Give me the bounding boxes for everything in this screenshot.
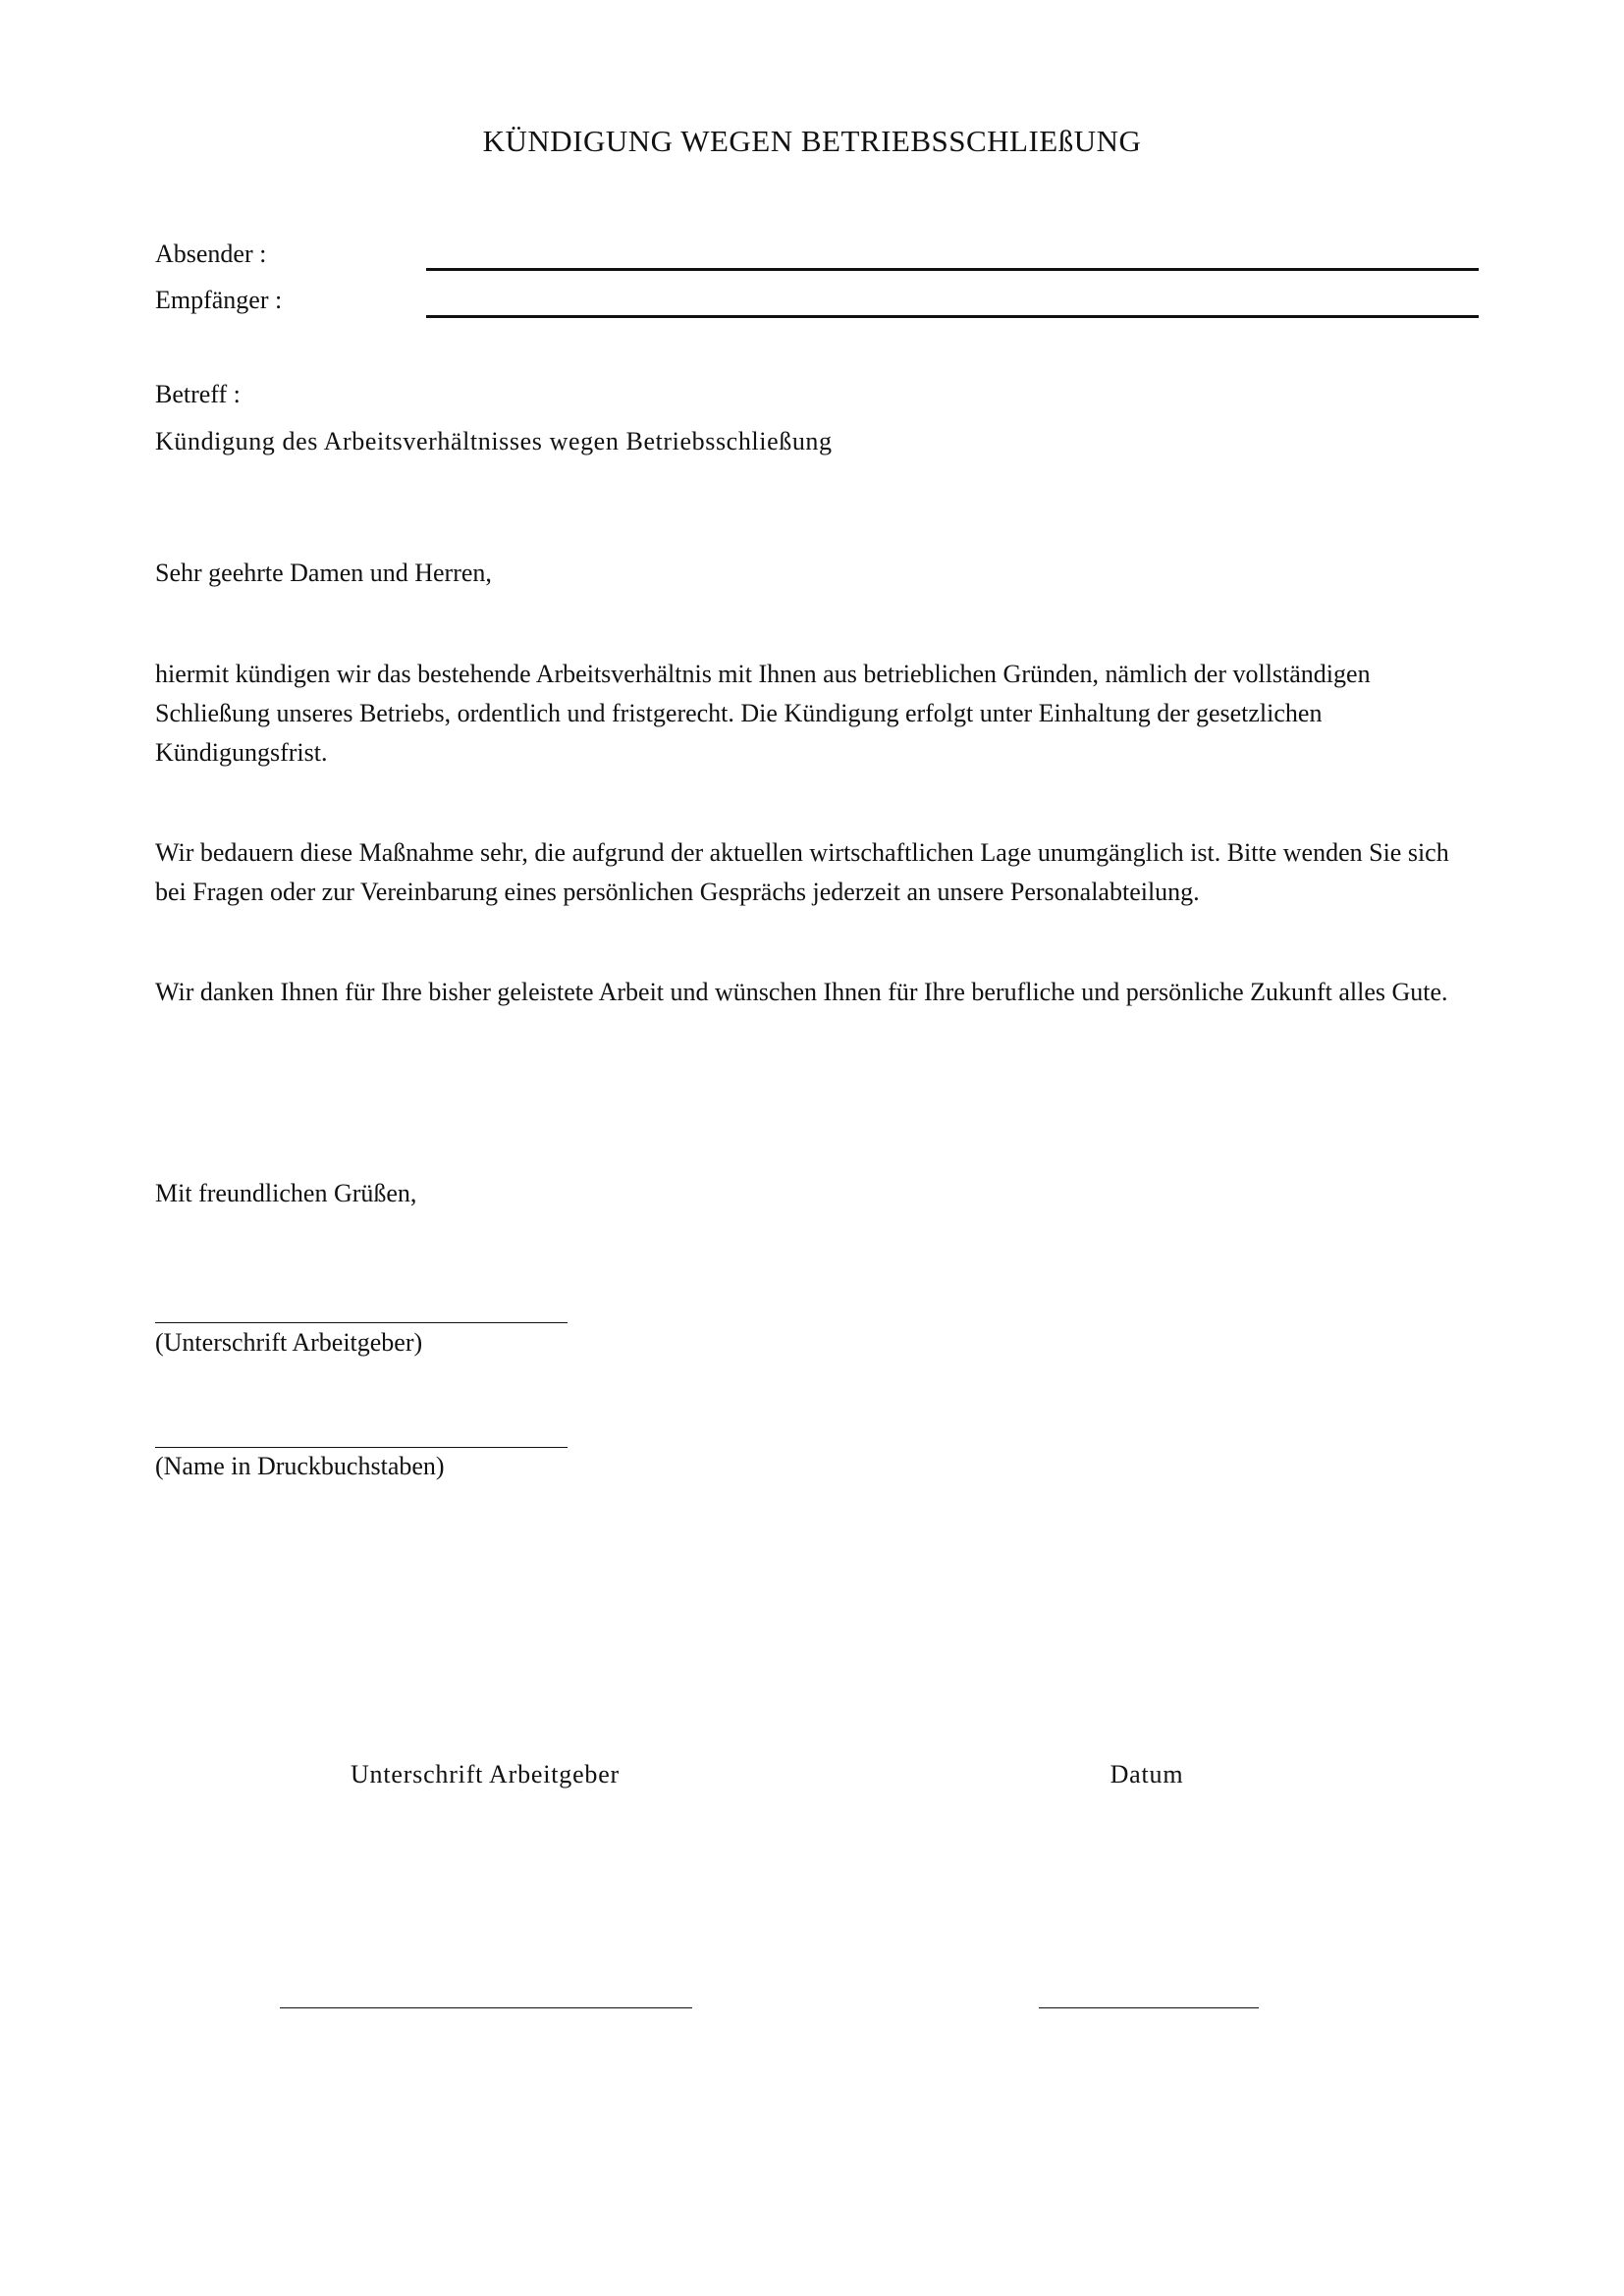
recipient-label: Empfänger : (155, 286, 283, 314)
name-caption: (Name in Druckbuchstaben) (155, 1452, 445, 1480)
body-paragraph-2: Wir bedauern diese Maßnahme sehr, die aufgrund der aktuellen wirtschaftlichen Lage unumgänglich ist. Bitte wenden Sie sich bei Fragen oder zur Vereinbarung eines persönlichen Gesprächs jederzeit an unsere Personalabteilung. (155, 838, 1449, 906)
body-paragraph-1: hiermit kündigen wir das bestehende Arbeitsverhältnis mit Ihnen aus betrieblichen Gründen, nämlich der vollständigen Schließung unseres Betriebs, ordentlich und fristgerecht. Die Kündigung erfolgt unter Einhaltung der gesetzlichen Kündigungsfrist. (155, 660, 1371, 767)
document-title: KÜNDIGUNG WEGEN BETRIEBSSCHLIEßUNG (482, 124, 1142, 158)
salutation: Sehr geehrte Damen und Herren, (155, 559, 492, 587)
subject-label: Betreff : (155, 380, 241, 408)
name-line[interactable] (155, 1447, 568, 1448)
signature-line[interactable] (155, 1322, 568, 1323)
recipient-fill-line[interactable] (426, 315, 1479, 318)
footer-employer-signature-label: Unterschrift Arbeitgeber (350, 1760, 621, 1789)
sender-label: Absender : (155, 240, 267, 268)
footer-date-label: Datum (1110, 1760, 1184, 1789)
footer-employer-signature-line[interactable] (280, 2007, 692, 2008)
subject-text: Kündigung des Arbeitsverhältnisses wegen Betriebsschließung (155, 427, 833, 455)
footer-date-line[interactable] (1039, 2007, 1259, 2008)
sender-fill-line[interactable] (426, 268, 1479, 271)
closing: Mit freundlichen Grüßen, (155, 1179, 417, 1207)
signature-caption: (Unterschrift Arbeitgeber) (155, 1328, 423, 1357)
body-paragraph-3: Wir danken Ihnen für Ihre bisher geleistete Arbeit und wünschen Ihnen für Ihre berufliche und persönliche Zukunft alles Gute. (155, 978, 1448, 1006)
